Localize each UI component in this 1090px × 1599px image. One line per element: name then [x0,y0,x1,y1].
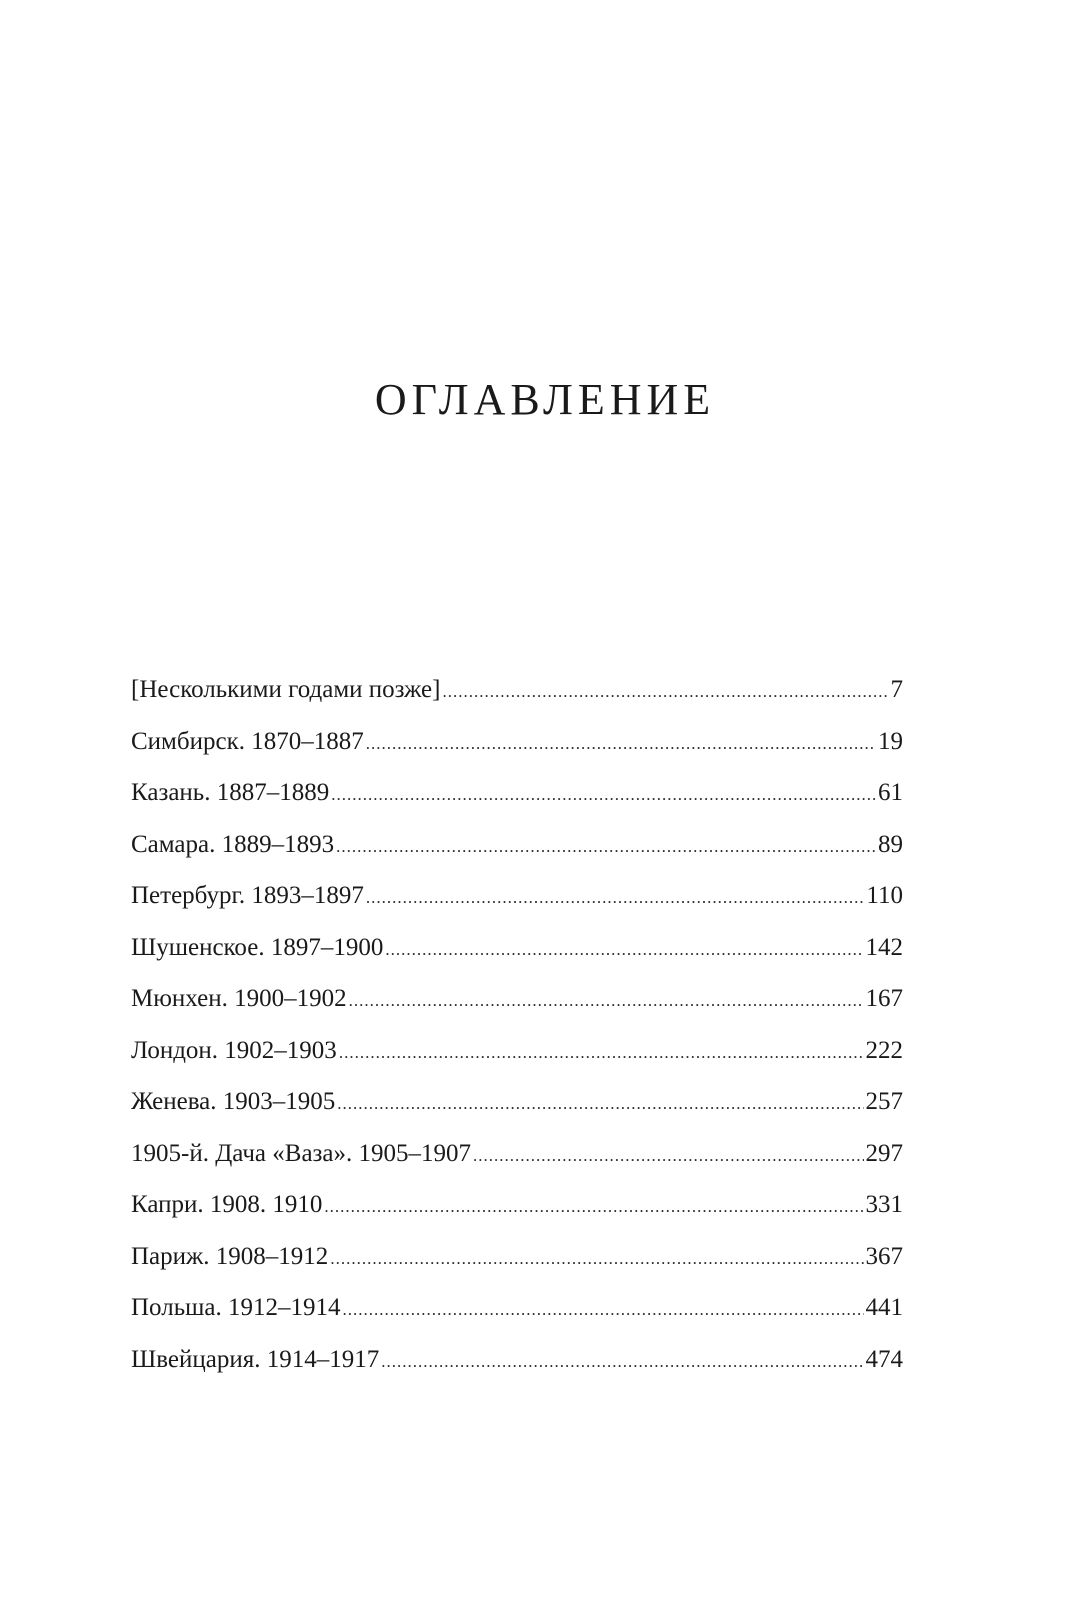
toc-entry-page: 142 [865,933,903,961]
toc-entry[interactable] [131,1033,903,1085]
toc-entry-title: Мюнхен. 1900–1902 [131,985,347,1012]
toc-entry-page: 257 [865,1088,903,1115]
toc-entry[interactable] [131,930,903,982]
toc-entry[interactable] [131,1187,903,1239]
toc-entry-title: Самара. 1889–1893 [131,830,335,858]
dot-leader [331,777,876,813]
table-of-contents [131,672,903,1393]
toc-entry[interactable] [131,1239,903,1291]
toc-entry-page: 19 [878,727,903,755]
toc-entry-title: Женева. 1903–1905 [131,1088,336,1115]
dot-leader [336,829,876,865]
toc-entry-page: 331 [865,1191,903,1218]
toc-entry-page: 441 [865,1294,903,1321]
toc-entry-title: Петербург. 1893–1897 [131,882,364,909]
toc-entry-page: 297 [865,1139,903,1167]
dot-leader [473,1138,863,1174]
toc-entry-page: 167 [865,985,903,1012]
dot-leader [442,674,888,710]
toc-entry-title: Лондон. 1902–1903 [131,1036,337,1064]
toc-entry[interactable] [131,1084,903,1136]
dot-leader [337,1086,863,1122]
toc-entry-title: Казань. 1887–1889 [131,779,330,806]
toc-entry-page: 7 [890,676,903,703]
toc-entry-title: 1905-й. Дача «Ваза». 1905–1907 [131,1139,472,1167]
dot-leader [366,880,865,916]
toc-entry[interactable] [131,672,903,724]
dot-leader [349,983,864,1019]
toc-entry-title: Польша. 1912–1914 [131,1294,341,1321]
toc-entry-page: 474 [865,1345,903,1373]
dot-leader [342,1292,863,1328]
toc-entry[interactable] [131,1290,903,1342]
toc-entry-title: [Несколькими годами позже] [131,676,441,703]
toc-entry[interactable] [131,827,903,879]
toc-entry-title: Швейцария. 1914–1917 [131,1345,380,1373]
toc-entry[interactable] [131,878,903,930]
toc-entry[interactable] [131,775,903,827]
toc-entry-page: 367 [865,1242,903,1270]
toc-entry-page: 110 [866,882,903,909]
page-title: ОГЛАВЛЕНИЕ [374,375,716,424]
toc-entry[interactable] [131,981,903,1033]
toc-entry-title: Шушенское. 1897–1900 [131,933,384,961]
toc-entry-title: Симбирск. 1870–1887 [131,727,364,755]
dot-leader [381,1344,863,1380]
toc-entry-title: Париж. 1908–1912 [131,1242,329,1270]
toc-entry-page: 89 [878,830,903,858]
toc-entry[interactable] [131,1342,903,1394]
dot-leader [324,1189,863,1225]
dot-leader [339,1035,864,1071]
toc-entry-page: 61 [878,779,903,806]
toc-entry[interactable] [131,1136,903,1188]
toc-entry[interactable] [131,724,903,776]
dot-leader [330,1241,863,1277]
toc-entry-page: 222 [865,1036,903,1064]
dot-leader [366,726,876,762]
dot-leader [385,932,863,968]
toc-entry-title: Капри. 1908. 1910 [131,1191,323,1218]
